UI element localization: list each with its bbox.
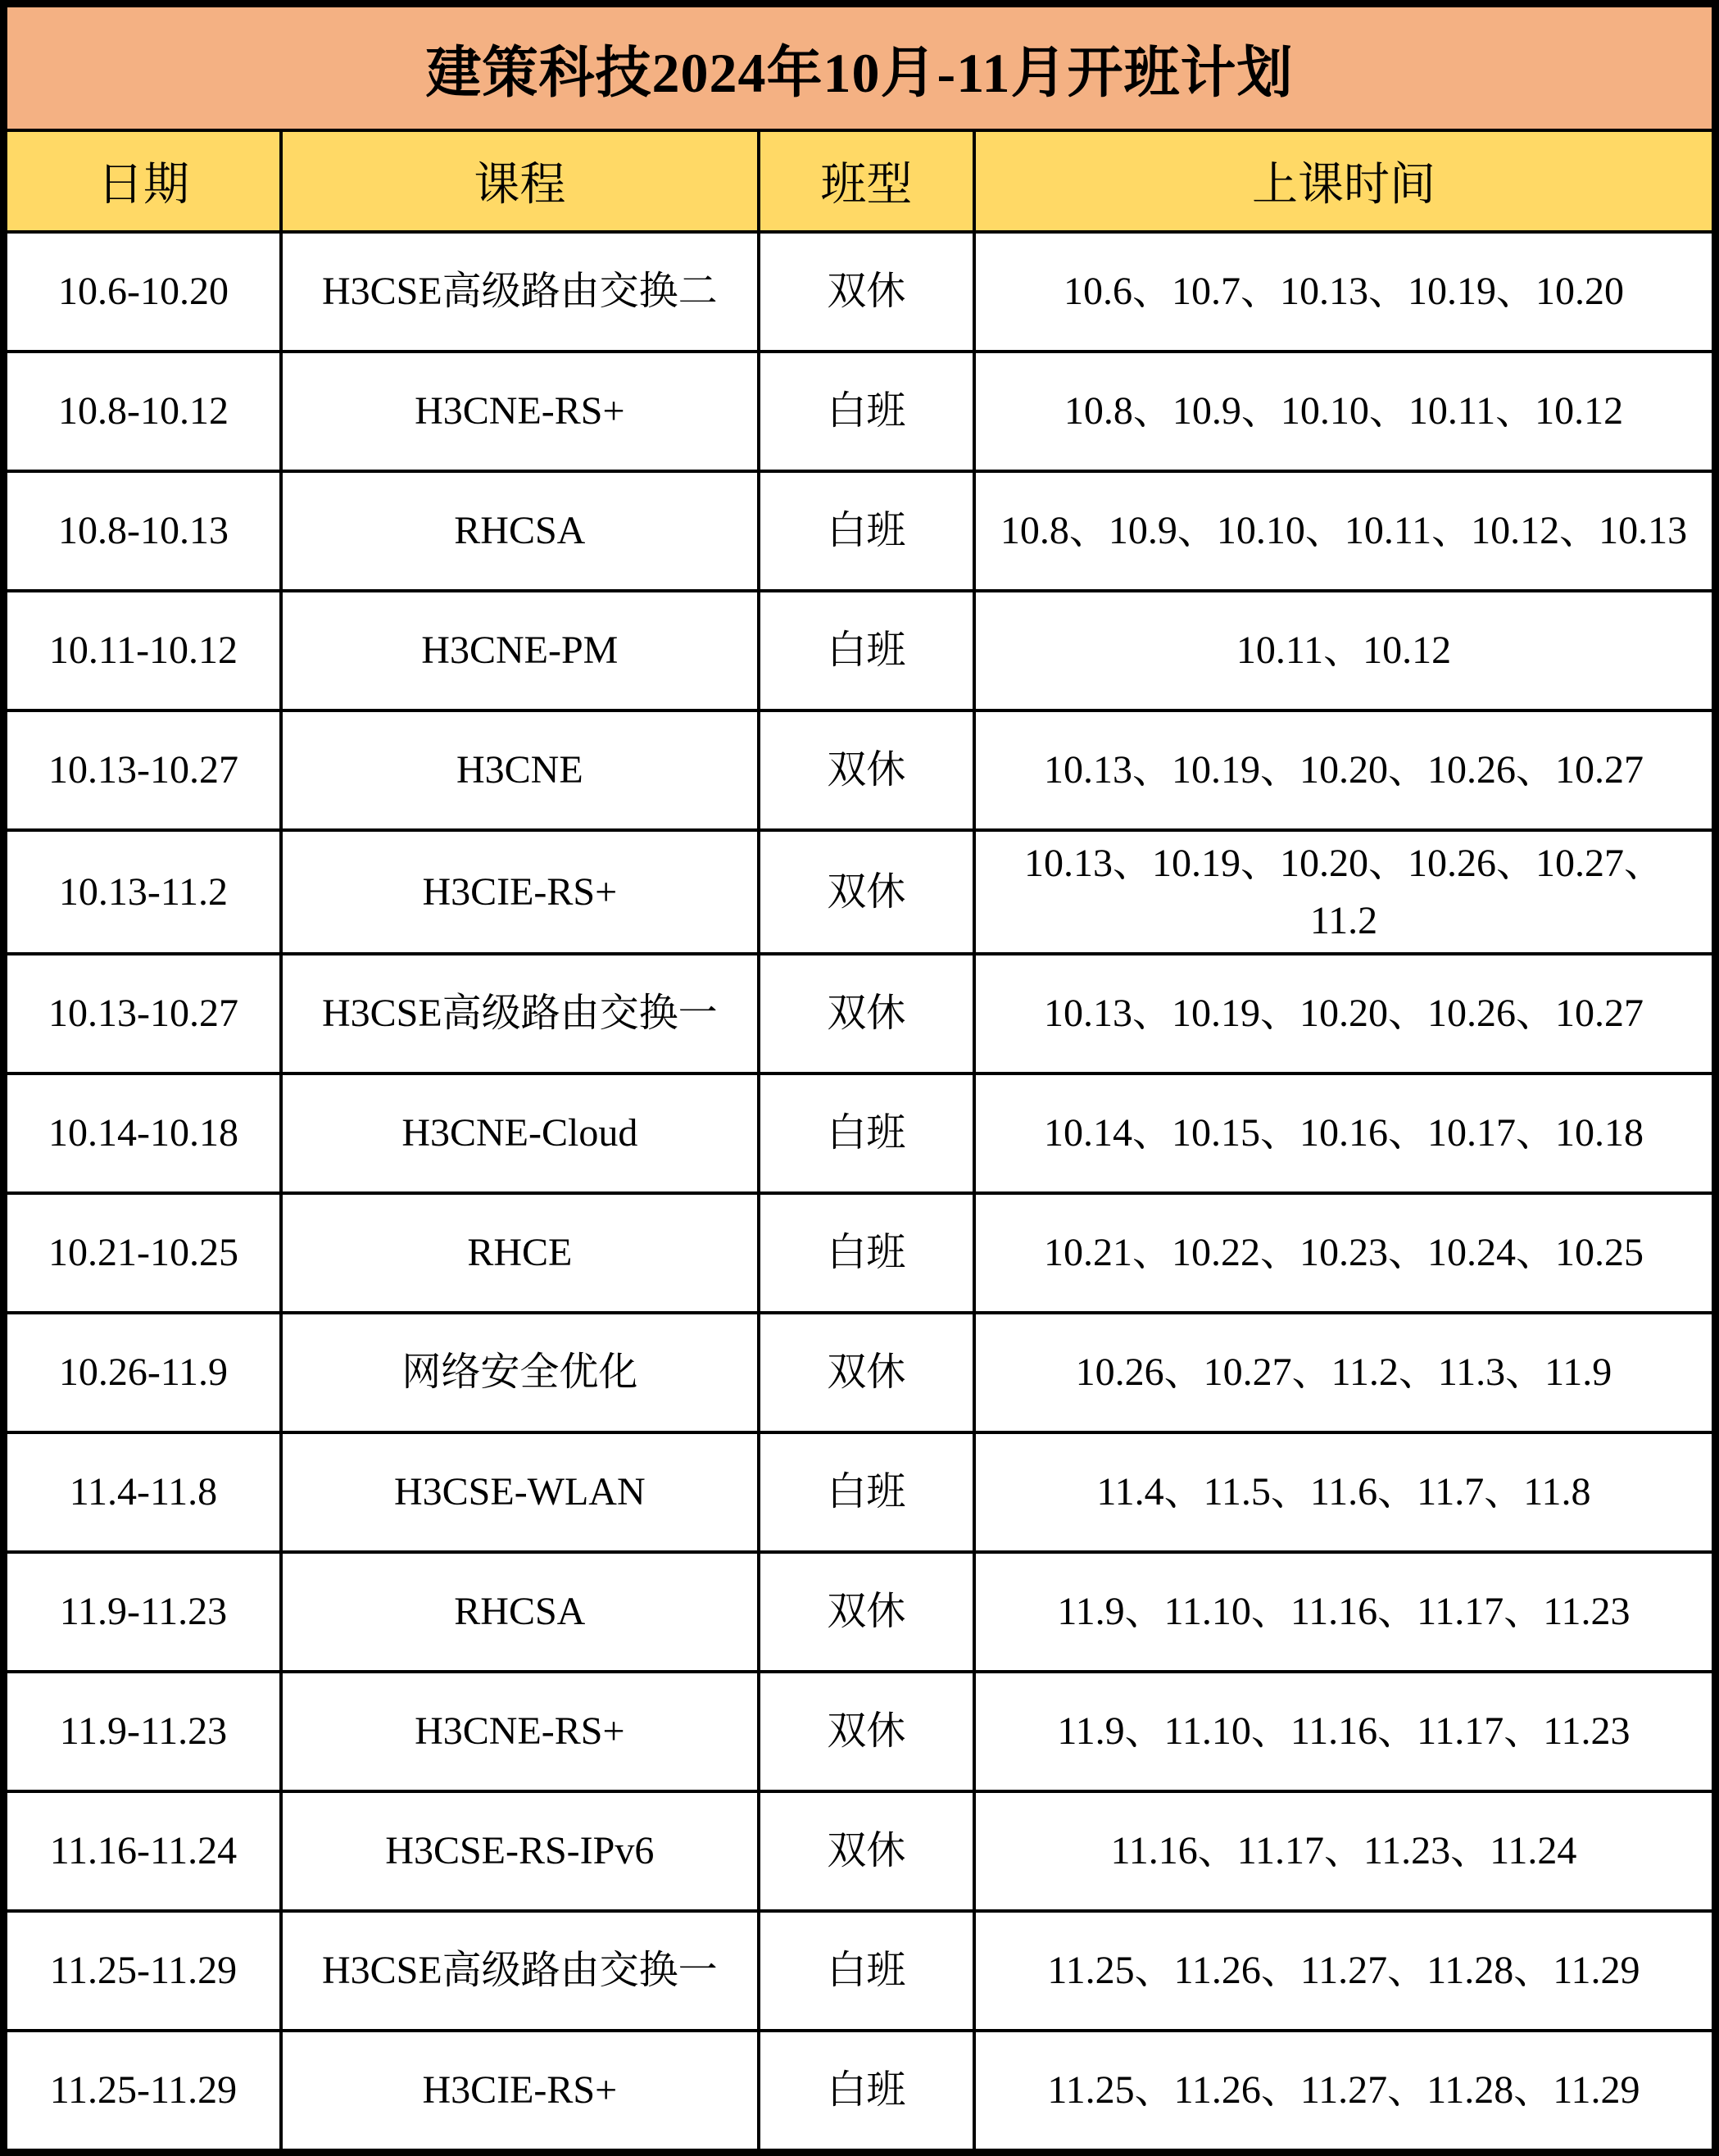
times-cell: 10.8、10.9、10.10、10.11、10.12 [974, 352, 1716, 471]
course-cell: RHCE [281, 1193, 759, 1313]
course-cell: H3CNE [281, 710, 759, 830]
class-type-cell: 双休 [759, 1313, 974, 1432]
class-type-cell: 白班 [759, 471, 974, 591]
course-cell: RHCSA [281, 471, 759, 591]
table-row [4, 1672, 1716, 1791]
date-cell: 11.25-11.29 [4, 1911, 281, 2031]
class-type-cell: 双休 [759, 232, 974, 352]
times-cell: 11.9、11.10、11.16、11.17、11.23 [974, 1672, 1716, 1791]
date-cell: 11.9-11.23 [4, 1552, 281, 1672]
header-row [4, 130, 1716, 232]
course-cell: H3CIE-RS+ [281, 2031, 759, 2153]
column-header-times: 上课时间 [974, 130, 1716, 232]
class-type-cell: 白班 [759, 1911, 974, 2031]
class-type-cell: 双休 [759, 1672, 974, 1791]
class-type-cell: 白班 [759, 1193, 974, 1313]
class-type-cell: 白班 [759, 2031, 974, 2153]
times-cell: 10.6、10.7、10.13、10.19、10.20 [974, 232, 1716, 352]
times-cell: 10.14、10.15、10.16、10.17、10.18 [974, 1073, 1716, 1193]
table-row [4, 710, 1716, 830]
column-header-course: 课程 [281, 130, 759, 232]
table-row [4, 1313, 1716, 1432]
table-row [4, 1073, 1716, 1193]
course-cell: H3CNE-Cloud [281, 1073, 759, 1193]
table-row [4, 1432, 1716, 1552]
date-cell: 10.6-10.20 [4, 232, 281, 352]
course-cell: H3CSE-RS-IPv6 [281, 1791, 759, 1911]
course-cell: H3CSE高级路由交换一 [281, 1911, 759, 2031]
table-row [4, 232, 1716, 352]
date-cell: 10.13-10.27 [4, 954, 281, 1073]
date-cell: 10.14-10.18 [4, 1073, 281, 1193]
table-title: 建策科技2024年10月-11月开班计划 [4, 4, 1716, 131]
class-type-cell: 双休 [759, 954, 974, 1073]
times-cell: 10.13、10.19、10.20、10.26、10.27、11.2 [974, 830, 1716, 954]
date-cell: 10.8-10.13 [4, 471, 281, 591]
table-row [4, 471, 1716, 591]
date-cell: 11.16-11.24 [4, 1791, 281, 1911]
title-row [4, 4, 1716, 131]
course-cell: H3CSE高级路由交换一 [281, 954, 759, 1073]
class-type-cell: 双休 [759, 710, 974, 830]
course-cell: 网络安全优化 [281, 1313, 759, 1432]
times-cell: 10.13、10.19、10.20、10.26、10.27 [974, 710, 1716, 830]
column-header-class-type: 班型 [759, 130, 974, 232]
class-type-cell: 白班 [759, 352, 974, 471]
times-cell: 10.13、10.19、10.20、10.26、10.27 [974, 954, 1716, 1073]
course-cell: H3CSE-WLAN [281, 1432, 759, 1552]
times-cell: 11.25、11.26、11.27、11.28、11.29 [974, 1911, 1716, 2031]
table-row [4, 1911, 1716, 2031]
course-cell: H3CNE-RS+ [281, 1672, 759, 1791]
table-row [4, 830, 1716, 954]
table-row [4, 1791, 1716, 1911]
times-cell: 11.16、11.17、11.23、11.24 [974, 1791, 1716, 1911]
times-cell: 11.9、11.10、11.16、11.17、11.23 [974, 1552, 1716, 1672]
class-type-cell: 双休 [759, 1552, 974, 1672]
course-cell: H3CIE-RS+ [281, 830, 759, 954]
date-cell: 11.9-11.23 [4, 1672, 281, 1791]
times-cell: 11.4、11.5、11.6、11.7、11.8 [974, 1432, 1716, 1552]
table-row [4, 591, 1716, 710]
course-cell: H3CNE-PM [281, 591, 759, 710]
date-cell: 10.21-10.25 [4, 1193, 281, 1313]
times-cell: 10.21、10.22、10.23、10.24、10.25 [974, 1193, 1716, 1313]
schedule-body [4, 232, 1716, 2153]
table-row [4, 1552, 1716, 1672]
times-cell: 10.26、10.27、11.2、11.3、11.9 [974, 1313, 1716, 1432]
date-cell: 11.25-11.29 [4, 2031, 281, 2153]
times-cell: 10.8、10.9、10.10、10.11、10.12、10.13 [974, 471, 1716, 591]
table-row [4, 954, 1716, 1073]
date-cell: 10.26-11.9 [4, 1313, 281, 1432]
table-row [4, 2031, 1716, 2153]
date-cell: 10.8-10.12 [4, 352, 281, 471]
course-cell: H3CNE-RS+ [281, 352, 759, 471]
class-type-cell: 白班 [759, 1432, 974, 1552]
times-cell: 11.25、11.26、11.27、11.28、11.29 [974, 2031, 1716, 2153]
date-cell: 10.11-10.12 [4, 591, 281, 710]
course-cell: H3CSE高级路由交换二 [281, 232, 759, 352]
class-type-cell: 白班 [759, 1073, 974, 1193]
date-cell: 11.4-11.8 [4, 1432, 281, 1552]
date-cell: 10.13-11.2 [4, 830, 281, 954]
column-header-date: 日期 [4, 130, 281, 232]
class-type-cell: 双休 [759, 830, 974, 954]
course-cell: RHCSA [281, 1552, 759, 1672]
class-type-cell: 白班 [759, 591, 974, 710]
times-cell: 10.11、10.12 [974, 591, 1716, 710]
table-row [4, 1193, 1716, 1313]
date-cell: 10.13-10.27 [4, 710, 281, 830]
table-row [4, 352, 1716, 471]
class-type-cell: 双休 [759, 1791, 974, 1911]
